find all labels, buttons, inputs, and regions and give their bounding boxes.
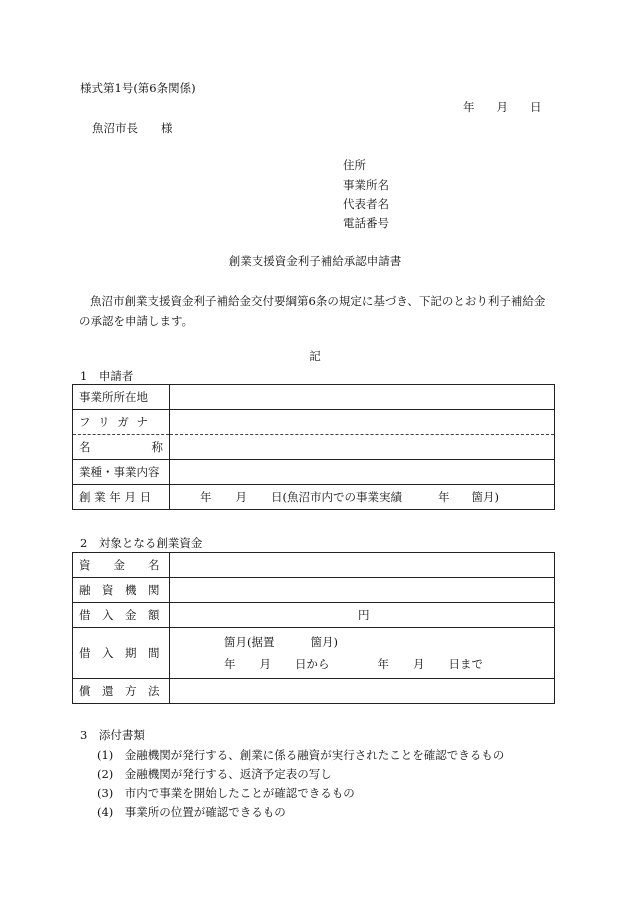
table-row bbox=[73, 485, 555, 510]
form-number: 様式第1号(第6条関係) bbox=[80, 81, 196, 95]
table-row bbox=[73, 553, 555, 578]
office-location-label: 事業所所在地 bbox=[73, 385, 170, 410]
section3-heading: 3 添付書類 bbox=[80, 728, 145, 742]
body-text-line2: の承認を申請します。 bbox=[79, 314, 194, 328]
list-item: (4) 事業所の位置が確認できるもの bbox=[97, 805, 286, 819]
table-row bbox=[73, 435, 555, 460]
document-title: 創業支援資金利子補給承認申請書 bbox=[228, 254, 402, 268]
business-field[interactable] bbox=[170, 460, 555, 485]
body-text-line1: 魚沼市創業支援資金利子補給金交付要綱第6条の規定に基づき、下記のとおり利子補給金 bbox=[90, 294, 546, 308]
applicant-table bbox=[72, 384, 555, 510]
fund-name-label: 資 金 名 bbox=[73, 553, 170, 578]
business-label: 業種・事業内容 bbox=[73, 460, 170, 485]
furigana-field[interactable] bbox=[170, 410, 555, 435]
list-item: (2) 金融機関が発行する、返済予定表の写し bbox=[97, 767, 332, 781]
phone-label: 電話番号 bbox=[343, 216, 389, 230]
furigana-label: フ リ ガ ナ bbox=[73, 410, 170, 435]
period-field[interactable]: 箇月(据置 箇月) 年 月 日から 年 月 日まで bbox=[170, 628, 555, 679]
repayment-label: 償 還 方 法 bbox=[73, 679, 170, 704]
addressee: 魚沼市長 様 bbox=[92, 121, 173, 135]
repayment-field[interactable] bbox=[170, 679, 555, 704]
representative-label: 代表者名 bbox=[343, 197, 389, 211]
section2-heading: 2 対象となる創業資金 bbox=[80, 536, 203, 550]
table-row bbox=[73, 679, 555, 704]
amount-unit: 円 bbox=[358, 608, 370, 622]
founding-date-label: 創 業 年 月 日 bbox=[73, 485, 170, 510]
period-label: 借 入 期 間 bbox=[73, 628, 170, 679]
fund-table bbox=[72, 552, 555, 704]
name-label: 名 称 bbox=[73, 435, 170, 460]
date-line bbox=[463, 99, 542, 115]
office-location-field[interactable] bbox=[170, 385, 555, 410]
fund-name-field[interactable] bbox=[170, 553, 555, 578]
table-row bbox=[73, 460, 555, 485]
address-label: 住所 bbox=[343, 158, 366, 172]
ki-marker: 記 bbox=[309, 349, 321, 363]
table-row bbox=[73, 603, 555, 628]
institution-label: 融 資 機 関 bbox=[73, 578, 170, 603]
date-year: 年 bbox=[463, 100, 475, 114]
table-row bbox=[73, 578, 555, 603]
table-row bbox=[73, 628, 555, 679]
name-field[interactable] bbox=[170, 435, 555, 460]
office-name-label: 事業所名 bbox=[343, 178, 389, 192]
institution-field[interactable] bbox=[170, 578, 555, 603]
table-row bbox=[73, 410, 555, 435]
list-item: (1) 金融機関が発行する、創業に係る融資が実行されたことを確認できるもの bbox=[97, 748, 505, 762]
date-month: 月 bbox=[496, 100, 508, 114]
date-day: 日 bbox=[530, 100, 542, 114]
amount-field[interactable] bbox=[170, 603, 555, 628]
founding-date-field[interactable]: 年 月 日(魚沼市内での事業実績 年 箇月) bbox=[170, 485, 555, 510]
section1-heading: 1 申請者 bbox=[80, 369, 134, 383]
table-row bbox=[73, 385, 555, 410]
list-item: (3) 市内で事業を開始したことが確認できるもの bbox=[97, 786, 355, 800]
amount-label: 借 入 金 額 bbox=[73, 603, 170, 628]
